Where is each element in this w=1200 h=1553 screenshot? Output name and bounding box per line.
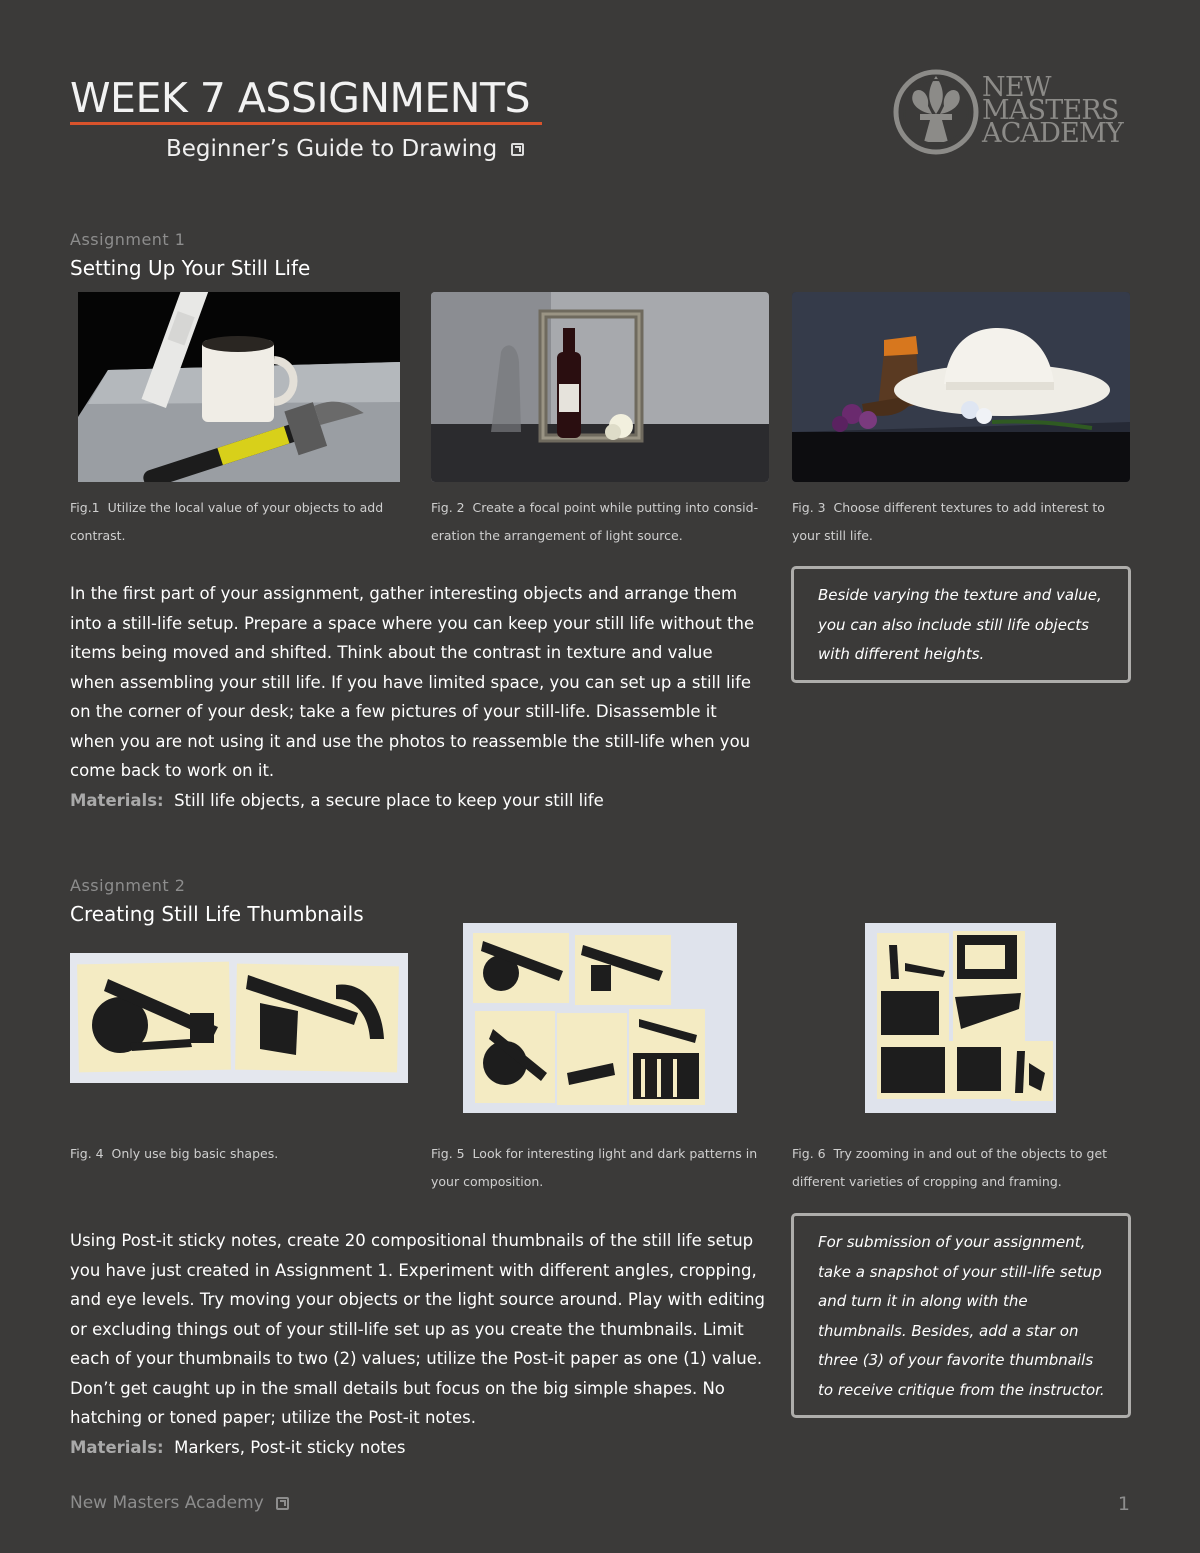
footer-academy-link[interactable] — [70, 1493, 289, 1513]
academy-logo[interactable] — [890, 66, 1135, 166]
assignment-2-label: Assignment 2 — [70, 876, 186, 895]
logo-wordmark: NEW MASTERS ACADEMY — [982, 72, 1123, 149]
fleur-de-lis-emblem-icon — [890, 66, 982, 166]
fig-2-caption: Fig. 2 Create a focal point while putting into consid-eration the arrangement of light source. — [431, 500, 759, 543]
course-link-label: Beginner’s Guide to Drawing — [166, 136, 498, 162]
assignment-2-body: Using Post-it sticky notes, create 20 compositional thumbnails of the still life setup you have just created in Assignment 1. Experiment with different angles, cropping, and eye levels. Try moving your objects or the light source around. Play with editing or excluding things out of your still-life set up as you create the thumbnails. Limit each of your thumbnails to two (2) values; utilize the Post-it paper as one (1) value. Don’t get caught up in the small details but focus on the big simple shapes. No hatching or toned paper; utilize the Post-it notes. Materials: Markers, Post-it sticky notes — [70, 1226, 775, 1462]
fig-5-caption: Fig. 5 Look for interesting light and dark patterns in your composition. — [431, 1146, 758, 1189]
title-underline — [70, 122, 542, 125]
fig-4-photo — [70, 953, 408, 1083]
page-title: WEEK 7 ASSIGNMENTS — [70, 74, 531, 122]
assignment-2-tip-callout: For submission of your assignment, take a snapshot of your still-life setup and turn it in along with the thumbnails. Besides, add a star on three (3) of your favorite thumbnails to receive critique from the instructor. — [791, 1213, 1131, 1418]
page-number: 1 — [1117, 1493, 1130, 1515]
fig-6-photo — [865, 923, 1056, 1113]
external-link-icon — [276, 1497, 289, 1510]
fig-3-caption: Fig. 3 Choose different textures to add interest to your still life. — [792, 500, 1105, 543]
assignment-1-body: In the first part of your assignment, gather interesting objects and arrange them into a still-life setup. Prepare a space where you can keep your still life without the items being moved and shifted. Think about the contrast in texture and value when assembling your still life. If you have limited space, you can set up a still life on the corner of your desk; take a few pictures of your still-life. Disassemble it when you are not using it and use the photos to reassemble the still-life when you come back to work on it. Materials: Still life objects, a secure place to keep your still life — [70, 579, 760, 815]
fig-1-caption: Fig.1 Utilize the local value of your objects to add contrast. — [70, 500, 384, 543]
fig-3-photo — [792, 292, 1130, 482]
assignment-2-materials: Materials: Markers, Post-it sticky notes — [70, 1437, 406, 1457]
fig-6-caption: Fig. 6 Try zooming in and out of the objects to get different varieties of cropping and framing. — [792, 1146, 1108, 1189]
assignment-1-materials: Materials: Still life objects, a secure place to keep your still life — [70, 790, 604, 810]
assignment-1-heading: Setting Up Your Still Life — [70, 256, 311, 280]
footer-link-label: New Masters Academy — [70, 1493, 264, 1513]
course-link[interactable] — [166, 136, 524, 162]
fig-5-photo — [463, 923, 737, 1113]
fig-1-photo — [78, 292, 400, 482]
fig-4-caption: Fig. 4 Only use big basic shapes. — [70, 1146, 279, 1161]
fig-2-photo — [431, 292, 769, 482]
assignment-1-tip-callout: Beside varying the texture and value, you can also include still life objects with different heights. — [791, 566, 1131, 683]
assignment-2-heading: Creating Still Life Thumbnails — [70, 902, 364, 926]
external-link-icon — [511, 143, 524, 156]
assignment-1-label: Assignment 1 — [70, 230, 186, 249]
